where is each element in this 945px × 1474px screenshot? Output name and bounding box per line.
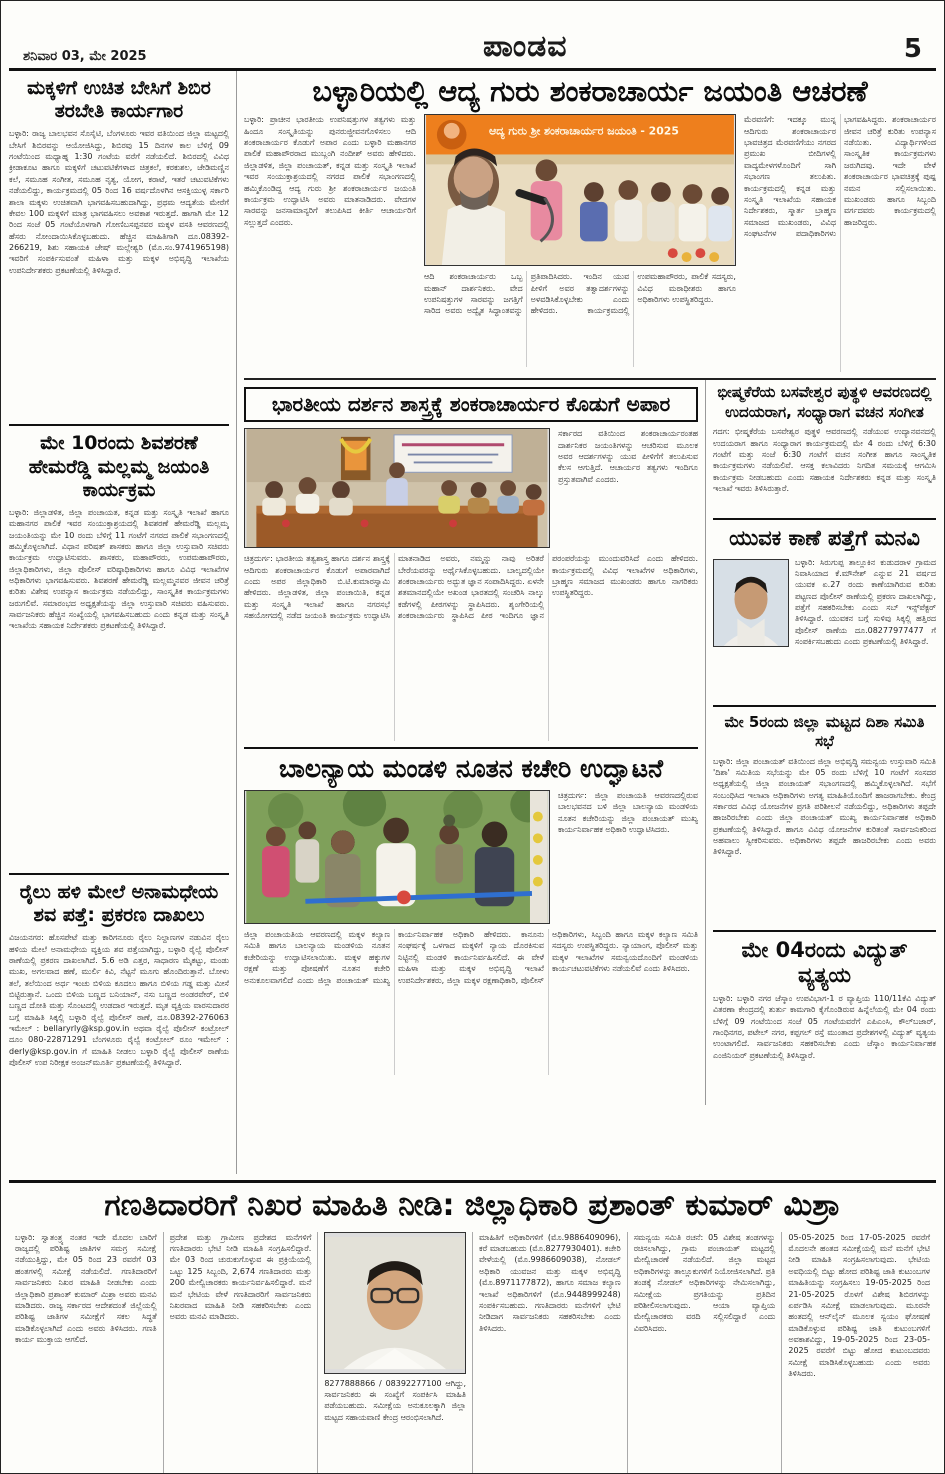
divider	[9, 424, 229, 426]
page-number: 5	[903, 34, 922, 64]
article-darshana-shastra	[244, 387, 698, 741]
article-headline: ಯುವಕ ಕಾಣೆ ಪತ್ತೆಗೆ ಮನವಿ	[729, 526, 920, 551]
event-photo-illustration	[425, 115, 735, 265]
lower-region	[244, 380, 936, 1105]
article-body: ಬಳ್ಳಾರಿ: ಬಳ್ಳಾರಿ ನಗರ ಜೆಸ್ಕಾಂ ಉಪವಿಭಾಗ-1 ರ ವ್ಯಾಪ್ತಿಯ 110/11ಕೆವಿ ವಿದ್ಯುತ್ ವಿತರಣಾ ಕೇಂದ್ರದಲ್ಲಿ ತುರ್ತು ಕಾಮಗಾರಿ ಕೈಗೊಂಡಿರುವ ಹಿನ್ನೆಲೆಯಲ್ಲಿ ಮೇ 04 ರಂದು ಬೆಳಿಗ್ಗೆ 09 ಗಂಟೆಯಿಂದ ಸಂಜೆ 05 ಗಂಟೆಯವರೆಗೆ ಎಪಿಎಂಸಿ, ಕೌಲ್‌ಬಜಾರ್, ಗಾಂಧಿನಗರ, ಪಟೇಲ್ ನಗರ, ಕಪ್ಪಗಲ್ ರಸ್ತೆ ಮುಂತಾದ ಪ್ರದೇಶಗಳಲ್ಲಿ ವಿದ್ಯುತ್ ವ್ಯತ್ಯಯ ಉಂಟಾಗಲಿದೆ. ಸಾರ್ವಜನಿಕರು ಸಹಕರಿಸಬೇಕು ಎಂದು ಜೆಸ್ಕಾಂ ಕಾರ್ಯನಿರ್ವಾಹಕ ಎಂಜಿನಿಯರ್ ಪ್ರಕಟಣೆಯಲ್ಲಿ ತಿಳಿಸಿದ್ದಾರೆ.	[713, 993, 936, 1060]
missing-person-portrait	[714, 560, 788, 646]
divider	[713, 518, 936, 520]
article-headline: ಬಾಲನ್ಯಾಯ ಮಂಡಳಿ ನೂತನ ಕಚೇರಿ ಉದ್ಘಾಟನೆ	[278, 754, 664, 784]
census-col-2: ಪ್ರದೇಶ ಮತ್ತು ಗ್ರಾಮೀಣ ಪ್ರದೇಶದ ಮನೆಗಳಿಗೆ ಗಣತಿದಾರರು ಭೇಟಿ ನೀಡಿ ಮಾಹಿತಿ ಸಂಗ್ರಹಿಸಲಿದ್ದಾರೆ. ಮೇ 03 ರಿಂದ ಚುರುಕುಗೊಳ್ಳುವ ಈ ಪ್ರಕ್ರಿಯೆಯಲ್ಲಿ ಒಟ್ಟು 125 ಸಿಬ್ಬಂದಿ, 2,674 ಗಣತಿದಾರರು ಮತ್ತು 200 ಮೇಲ್ವಿಚಾರಕರು ಕಾರ್ಯನಿರ್ವಹಿಸಲಿದ್ದಾರೆ. ಮನೆ ಮನೆ ಭೇಟಿಯ ವೇಳೆ ಗಣತಿದಾರರಿಗೆ ಸಾರ್ವಜನಿಕರು ನಿಖರವಾದ ಮಾಹಿತಿ ನೀಡಿ ಸಹಕರಿಸಬೇಕು ಎಂದು ಅವರು ಮನವಿ ಮಾಡಿದರು.	[164, 1232, 319, 1474]
boxed-headline: ಭಾರತೀಯ ದರ್ಶನ ಶಾಸ್ತ್ರಕ್ಕೆ ಶಂಕರಾಚಾರ್ಯರ ಕೊಡುಗೆ ಅಪಾರ	[244, 387, 698, 422]
article-body: ವಿಜಯನಗರ: ಹೊಸಪೇಟೆ ಮತ್ತು ಕಾರಿಗನೂರು ರೈಲು ನಿಲ್ದಾಣಗಳ ನಡುವಿನ ರೈಲು ಹಳಿಯ ಮೇಲೆ ಅನಾಮಧೇಯ ವ್ಯಕ್ತಿಯ ಶವ ಪತ್ತೆಯಾಗಿದ್ದು, ಬಳ್ಳಾರಿ ರೈಲ್ವೆ ಪೊಲೀಸ್ ಠಾಣೆಯಲ್ಲಿ ಪ್ರಕರಣ ದಾಖಲಾಗಿದೆ. 5.6 ಅಡಿ ಎತ್ತರ, ಸಾಧಾರಣ ಮೈಕಟ್ಟು, ಮಂಡು ಮುಖ, ಅಗಲವಾದ ಹಣೆ, ಮುರ್ಲಿ ಕಿವಿ, ನೆಟ್ಟನೆ ಮೂಗು ಹೊಂದಿರುತ್ತಾನೆ. ಬೋಳು ತಲೆ, ತಲೆಯಿಂದ ಅರ್ಧ ಇಂಚು ಬಿಳಿಯ ಕೂದಲು ಹಾಗೂ ಬಿಳಿಯ ಗಡ್ಡ ಮತ್ತು ಮೀಸೆ ಬಿಟ್ಟಿರುತ್ತಾನೆ. ಒಂದು ಬಿಳಿಯ ಬಣ್ಣದ ಬನಿಯಾನ್, ನಸು ಬಣ್ಣದ ಅಂಡರವೇರ್, ಬಿಳಿ ಬಣ್ಣದ ದೋತಿ ಮತ್ತು ಸೊಂಟದಲ್ಲಿ ಉಡದಾರ ಇರುತ್ತದೆ. ಮೃತ ವ್ಯಕ್ತಿಯ ವಾರಸುದಾರರ ಬಗ್ಗೆ ಮಾಹಿತಿ ಸಿಕ್ಕಲ್ಲಿ ಬಳ್ಳಾರಿ ರೈಲ್ವೆ ಪೊಲೀಸ್ ಠಾಣೆ, ದೂ.08392-276063 ಇಮೇಲ್ : bellaryrly@ksp.gov.in ಅಥವಾ ರೈಲ್ವೆ ಪೊಲೀಸ್ ಕಂಟ್ರೋಲ್ ದೂಂ 080-22871291 ಬೆಂಗಳೂರು ರೈಲ್ವೆ ಕಂಟ್ರೋಲ್ ರೂಂ ಇಮೇಲ್ : derly@ksp.gov.in ಗೆ ಮಾಹಿತಿ ನೀಡಲು ಬಳ್ಳಾರಿ ರೈಲ್ವೆ ಪೊಲೀಸ್ ಠಾಣೆಯ ಪೊಲೀಸ್ ಉಪ ನಿರೀಕ್ಷಕ ಅಂಜನ್‌ಮೂರ್ತಿ ಪ್ರಕಟಣೆಯಲ್ಲಿ ತಿಳಿಸಿದ್ದಾರೆ.	[9, 933, 229, 1068]
edition-date: ಶನಿವಾರ 03, ಮೇ 2025	[23, 49, 147, 64]
census-col-5: ಸಮನ್ವಯ ಸಮಿತಿ ರಚನೆ: 05 ವಿಶೇಷ ತಂಡಗಳನ್ನು ರಚಿಸಲಾಗಿದ್ದು, ಗ್ರಾಮ ಪಂಚಾಯತ್ ಮಟ್ಟದಲ್ಲಿ ಮೇಲ್ವಿಚಾರಣೆ ನಡೆಯಲಿದೆ. ಜಿಲ್ಲಾ ಮಟ್ಟದ ಅಧಿಕಾರಿಗಳನ್ನು ತಾಲ್ಲೂಕುಗಳಿಗೆ ನಿಯೋಜಿಸಲಾಗಿದೆ. ಪ್ರತಿ ತಂಡಕ್ಕೆ ನೋಡಲ್ ಅಧಿಕಾರಿಗಳನ್ನು ನೇಮಿಸಲಾಗಿದ್ದು, ಸಮೀಕ್ಷೆಯ ಪ್ರಗತಿಯನ್ನು ಪ್ರತಿದಿನ ಪರಿಶೀಲಿಸಲಾಗುವುದು. ಆಯಾ ವ್ಯಾಪ್ತಿಯ ಮೇಲ್ವಿಚಾರಕರು ವರದಿ ಸಲ್ಲಿಸಲಿದ್ದಾರೆ ಎಂದು ವಿವರಿಸಿದರು.	[628, 1232, 783, 1474]
article-balanyaya	[244, 755, 698, 1075]
photo-shankaracharya-event	[424, 114, 736, 266]
meeting-photo-illustration	[245, 429, 549, 547]
article-rail-body-found	[9, 881, 229, 1170]
article-summer-camp	[9, 77, 229, 418]
article-power-outage	[713, 938, 936, 1105]
divider	[713, 705, 936, 707]
page-content	[9, 71, 936, 1174]
article-shankara-jayanti	[244, 75, 936, 380]
main-headline: ಬಳ್ಳಾರಿಯಲ್ಲಿ ಆದ್ಯ ಗುರು ಶಂಕರಾಚಾರ್ಯ ಜಯಂತಿ ಆಚರಣೆ	[312, 74, 868, 108]
article-headline: ಮೇ 10ರಂದು ಶಿವಶರಣೆ ಹೇಮರೆಡ್ಡಿ ಮಲ್ಲಮ್ಮ ಜಯಂತಿ ಕಾರ್ಯಕ್ರಮ	[28, 432, 210, 501]
main-region	[237, 71, 936, 1174]
census-col-1: ಬಳ್ಳಾರಿ: ಸ್ವಾತಂತ್ರ್ಯ ನಂತರ ಇದೇ ಮೊದಲ ಬಾರಿಗೆ ರಾಜ್ಯದಲ್ಲಿ ಪರಿಶಿಷ್ಟ ಜಾತಿಗಳ ಸಮಗ್ರ ಸಮೀಕ್ಷೆ ನಡೆಯುತ್ತಿದ್ದು, ಮೇ 05 ರಿಂದ 23 ರವರೆಗೆ 03 ಹಂತಗಳಲ್ಲಿ ಸಮೀಕ್ಷೆ ನಡೆಯಲಿದೆ. ಗಣತಿದಾರರಿಗೆ ಸಾರ್ವಜನಿಕರು ನಿಖರ ಮಾಹಿತಿ ನೀಡಬೇಕು ಎಂದು ಜಿಲ್ಲಾಧಿಕಾರಿ ಪ್ರಶಾಂತ್ ಕುಮಾರ್ ಮಿಶ್ರಾ ಅವರು ಮನವಿ ಮಾಡಿದರು. ರಾಜ್ಯ ಸರ್ಕಾರದ ಆದೇಶದಂತೆ ಜಿಲ್ಲೆಯಲ್ಲಿ ಪರಿಶಿಷ್ಟ ಜಾತಿಗಳ ಸಮೀಕ್ಷೆಗೆ ಸಕಲ ಸಿದ್ಧತೆ ಮಾಡಿಕೊಳ್ಳಲಾಗಿದೆ ಎಂದು ಅವರು ತಿಳಿಸಿದರು. ಗಣತಿ ಕಾರ್ಯ ಮುಕ್ತಾಯ ಆಗಲಿದೆ.	[9, 1232, 164, 1474]
article-body: ಬಳ್ಳಾರಿ: ರಾಜ್ಯ ಬಾಲಭವನ ಸೊಸೈಟಿ, ಬೆಂಗಳೂರು ಇವರ ವತಿಯಿಂದ ಜಿಲ್ಲಾ ಮಟ್ಟದಲ್ಲಿ ಬೇಸಿಗೆ ಶಿಬಿರವನ್ನು ಆಯೋಜಿಸಿದ್ದು, ಶಿಬಿರವು 15 ದಿನಗಳ ಕಾಲ ಬೆಳಿಗ್ಗೆ 09 ಗಂಟೆಯಿಂದ ಮಧ್ಯಾಹ್ನ 1:30 ಗಂಟೆಯ ವರೆಗೆ ನಡೆಯಲಿದೆ. ಶಿಬಿರದಲ್ಲಿ ವಿವಿಧ ಕ್ರೀಡಾಕೂಟ ಹಾಗೂ ಮಕ್ಕಳಿಗೆ ಚಟುವಟಿಕೆಗಳಾದ ಚಿತ್ರಕಲೆ, ಕರಕುಶಲ, ಜೇಡಿಮಣ್ಣಿನ ಕಲೆ, ಸಮೂಹ ಸಂಗೀತ, ಸಮೂಹ ನೃತ್ಯ, ಯೋಗ, ಕರಾಟೆ, ಇತರೆ ಚಟುವಟಿಕೆಗಳು ನಡೆಯಲಿದ್ದು, ಕಾರ್ಯಕ್ರಮದಲ್ಲಿ 05 ರಿಂದ 16 ವರ್ಷದೊಳಗಿನ ಆಸಕ್ತಿಯುಳ್ಳ ಸರ್ಕಾರಿ ಶಾಲಾ ಮಕ್ಕಳು ಉಚಿತವಾಗಿ ಭಾಗವಹಿಸಬಹುದಾಗಿದ್ದು, ಪ್ರಥಮ ಆದ್ಯತೆಯ ಮೇರೆಗೆ ಕೇವಲ 100 ಮಕ್ಕಳಿಗೆ ಮಾತ್ರ ಭಾಗವಹಿಸಲು ಅವಕಾಶ ಇರುತ್ತದೆ. ಹಾಗಾಗಿ ಮೇ 12 ರಿಂದ ಸಂಜೆ 05 ಗಂಟೆಯೊಳಗಾಗಿ ಗೋಣಿಬಸಪ್ಪನವರ ಮಕ್ಕಳ ವಸತಿ ಆವರಣದಲ್ಲಿ ಹೆಸರು ನೋಂದಾಯಿಸಿಕೊಳ್ಳಬಹುದು. ಹೆಚ್ಚಿನ ಮಾಹಿತಿಗಾಗಿ ದೂ.08392-266219, ಶಿಶು ಸಹಾಯಕಿ ಜೇಷ್ ಮಲ್ಲೇಶ್ವರಿ (ಮೊ.ಸಂ.9741965198) ಇವರಿಗೆ ಸಂಪರ್ಕಿಸುವಂತೆ ಮಹಿಳಾ ಮತ್ತು ಮಕ್ಕಳ ಅಭಿವೃದ್ಧಿ ಇಲಾಖೆಯ ಉಪನಿರ್ದೇಶಕರು ಪ್ರಕಟಣೆಯಲ್ಲಿ ತಿಳಿಸಿದ್ದಾರೆ.	[9, 129, 229, 275]
article-headline: ಮೇ 5ರಂದು ಜಿಲ್ಲಾ ಮಟ್ಟದ ದಿಶಾ ಸಮಿತಿ ಸಭೆ	[724, 712, 925, 751]
article-disha-meeting	[713, 713, 936, 924]
article-side-column: ಚಿತ್ರದುರ್ಗ: ಜಿಲ್ಲಾ ಪಂಚಾಯತಿ ಆವರಣದಲ್ಲಿರುವ ಬಾಲಭವನದ ಬಳಿ ಜಿಲ್ಲಾ ಬಾಲನ್ಯಾಯ ಮಂಡಳಿಯ ನೂತನ ಕಚೇರಿಯನ್ನು ಜಿಲ್ಲಾ ಪಂಚಾಯತ್ ಮುಖ್ಯ ಕಾರ್ಯನಿರ್ವಾಹಕ ಅಧಿಕಾರಿ ಉದ್ಘಾಟಿಸಿದರು.	[558, 791, 698, 835]
article-body: 8277888866 / 08392277100 ಆಗಿದ್ದು, ಸಾರ್ವಜನಿಕರು ಈ ಸಂಖ್ಯೆಗೆ ಸಂಪರ್ಕಿಸಿ ಮಾಹಿತಿ ಪಡೆಯಬಹುದು. ಸಮೀಕ್ಷೆಯ ಅನುಕೂಲಕ್ಕಾಗಿ ಜಿಲ್ಲಾ ಮಟ್ಟದ ಸಹಾಯವಾಣಿ ಕೇಂದ್ರ ಆರಂಭಿಸಲಾಗಿದೆ.	[324, 1378, 467, 1422]
article-mallamma-jayanti	[9, 432, 229, 867]
divider	[713, 930, 936, 932]
left-column	[9, 71, 237, 1174]
middle-column	[244, 380, 706, 1105]
photo-ribbon-cutting	[244, 790, 550, 924]
census-col-6: 05-05-2025 ರಿಂದ 17-05-2025 ರವರೆಗೆ ಮೊದಲನೇ ಹಂತದ ಸಮೀಕ್ಷೆಯಲ್ಲಿ ಮನೆ ಮನೆಗೆ ಭೇಟಿ ನೀಡಿ ಮಾಹಿತಿ ಸಂಗ್ರಹಿಸಲಾಗುವುದು. ಭೇಟಿಯ ಅವಧಿಯಲ್ಲಿ ಬಿಟ್ಟು ಹೋದ ಪರಿಶಿಷ್ಟ ಜಾತಿ ಕುಟುಂಬಗಳ ಮಾಹಿತಿಯನ್ನು ಸಂಗ್ರಹಿಸಲು 19-05-2025 ರಿಂದ 21-05-2025 ರೊಳಗೆ ವಿಶೇಷ ಶಿಬಿರಗಳನ್ನು ಏರ್ಪಡಿಸಿ ಸಮೀಕ್ಷೆ ಮಾಡಲಾಗುವುದು. ಮೂರನೇ ಹಂತದಲ್ಲಿ ಆನ್‌ಲೈನ್ ಮೂಲಕ ಸ್ವಯಂ ಘೋಷಣೆ ಮಾಡಿಕೊಳ್ಳುವ ಪರಿಶಿಷ್ಟ ಜಾತಿ ಕುಟುಂಬಗಳಿಗೆ ಅವಕಾಶವಿದ್ದು, 19-05-2025 ರಿಂದ 23-05-2025 ರವರೆಗೆ ಬಿಟ್ಟು ಹೋದ ಕುಟುಂಬದವರು ಸಮೀಕ್ಷೆ ಮಾಡಿಸಿಕೊಳ್ಳಬಹುದು ಎಂದು ಅವರು ತಿಳಿಸಿದರು.	[788, 1232, 931, 1379]
article-body: ಜಿಲ್ಲಾ ಪಂಚಾಯತಿಯ ಆವರಣದಲ್ಲಿ ಮಕ್ಕಳ ಕಲ್ಯಾಣ ಸಮಿತಿ ಹಾಗೂ ಬಾಲನ್ಯಾಯ ಮಂಡಳಿಯ ನೂತನ ಕಚೇರಿಯನ್ನು ಉದ್ಘಾಟಿಸಲಾಯಿತು. ಮಕ್ಕಳ ಹಕ್ಕುಗಳ ರಕ್ಷಣೆ ಮತ್ತು ಪೋಷಣೆಗೆ ನೂತನ ಕಚೇರಿ ಅನುಕೂಲವಾಗಲಿದೆ ಎಂದು ಜಿಲ್ಲಾ ಪಂಚಾಯತ್ ಮುಖ್ಯ ಕಾರ್ಯನಿರ್ವಾಹಕ ಅಧಿಕಾರಿ ಹೇಳಿದರು. ಕಾನೂನು ಸಂಘರ್ಷಕ್ಕೆ ಒಳಗಾದ ಮಕ್ಕಳಿಗೆ ನ್ಯಾಯ ದೊರಕಿಸುವ ನಿಟ್ಟಿನಲ್ಲಿ ಮಂಡಳಿ ಕಾರ್ಯನಿರ್ವಹಿಸಲಿದೆ. ಈ ವೇಳೆ ಮಹಿಳಾ ಮತ್ತು ಮಕ್ಕಳ ಅಭಿವೃದ್ಧಿ ಇಲಾಖೆ ಉಪನಿರ್ದೇಶಕರು, ಜಿಲ್ಲಾ ಮಕ್ಕಳ ರಕ್ಷಣಾಧಿಕಾರಿ, ಪೊಲೀಸ್ ಅಧಿಕಾರಿಗಳು, ಸಿಬ್ಬಂದಿ ಹಾಗೂ ಮಕ್ಕಳ ಕಲ್ಯಾಣ ಸಮಿತಿ ಸದಸ್ಯರು ಉಪಸ್ಥಿತರಿದ್ದರು. ನ್ಯಾಯಾಂಗ, ಪೊಲೀಸ್ ಮತ್ತು ಮಕ್ಕಳ ಇಲಾಖೆಗಳ ಸಮನ್ವಯದೊಂದಿಗೆ ಮಂಡಳಿಯ ಕಾರ್ಯಚಟುವಟಿಕೆಗಳು ನಡೆಯಲಿವೆ ಎಂದು ತಿಳಿಸಿದರು.	[244, 930, 698, 985]
collector-portrait	[325, 1233, 465, 1373]
divider	[9, 873, 229, 875]
divider	[244, 747, 698, 749]
photo-missing-person	[713, 559, 789, 647]
census-columns	[9, 1232, 936, 1474]
main-article-center	[424, 114, 736, 372]
newspaper-title: ಪಾಂಡವ	[483, 29, 568, 64]
article-column-left: ಬಳ್ಳಾರಿ: ಪ್ರಾಚೀನ ಭಾರತೀಯ ಉಪನಿಷತ್ತುಗಳ ತತ್ವಗಳು ಮತ್ತು ಹಿಂದೂ ಸಂಸ್ಕೃತಿಯನ್ನು ಪುನರುಜ್ಜೀವನಗೊಳಿಸಲು ಆದಿ ಶಂಕರಾಚಾರ್ಯರ ಕೊಡುಗೆ ಅಪಾರ ಎಂದು ಬಳ್ಳಾರಿ ಮಹಾನಗರ ಪಾಲಿಕೆ ಮಹಾಪೌರರಾದ ಮುಬ್ಲಂಗಿ ನಂದೀಶ್ ಅವರು ಹೇಳಿದರು. ಜಿಲ್ಲಾಡಳಿತ, ಜಿಲ್ಲಾ ಪಂಚಾಯತ್, ಕನ್ನಡ ಮತ್ತು ಸಂಸ್ಕೃತಿ ಇಲಾಖೆ ಇವರ ಸಂಯುಕ್ತಾಶ್ರಯದಲ್ಲಿ ನಗರದ ಪಾಲಿಕೆ ಸಭಾಂಗಣದಲ್ಲಿ ಹಮ್ಮಿಕೊಂಡಿದ್ದ ಆದ್ಯ ಗುರು ಶ್ರೀ ಶಂಕರಾಚಾರ್ಯರ ಜಯಂತಿ ಕಾರ್ಯಕ್ರಮ ಉದ್ಘಾಟಿಸಿ ಅವರು ಮಾತನಾಡಿದರು. ವೇದಗಳ ಸಾರವನ್ನು ಜನಸಾಮಾನ್ಯರಿಗೆ ತಲುಪಿಸಿದ ಕೀರ್ತಿ ಆಚಾರ್ಯರಿಗೆ ಸಲ್ಲುತ್ತದೆ ಎಂದರು.	[244, 115, 416, 227]
right-column	[706, 380, 936, 1105]
photo-meeting-hall	[244, 428, 550, 548]
article-headline: ರೈಲು ಹಳಿ ಮೇಲೆ ಅನಾಮಧೇಯ ಶವ ಪತ್ತೆ: ಪ್ರಕರಣ ದಾಖಲು	[19, 880, 219, 927]
article-text-below-photo: ಆದಿ ಶಂಕರಾಚಾರ್ಯರು ಒಬ್ಬ ಮಹಾನ್ ದಾರ್ಶನಿಕರು. ವೇದ ಉಪನಿಷತ್ತುಗಳ ಸಾರವನ್ನು ಜಗತ್ತಿಗೆ ಸಾರಿದ ಅವರು ಅದ್ವೈತ ಸಿದ್ಧಾಂತವನ್ನು ಪ್ರತಿಪಾದಿಸಿದರು. ಇಂದಿನ ಯುವ ಪೀಳಿಗೆ ಅವರ ತತ್ವಾದರ್ಶಗಳನ್ನು ಅಳವಡಿಸಿಕೊಳ್ಳಬೇಕು ಎಂದು ಹೇಳಿದರು. ಕಾರ್ಯಕ್ರಮದಲ್ಲಿ ಉಪಮಹಾಪೌರರು, ಪಾಲಿಕೆ ಸದಸ್ಯರು, ವಿವಿಧ ಮಠಾಧೀಶರು ಹಾಗೂ ಅಧಿಕಾರಿಗಳು ಉಪಸ್ಥಿತರಿದ್ದರು.	[424, 272, 736, 316]
article-body: ಗದಗ: ಭೀಷ್ಮಕೆರೆಯ ಬಸವೇಶ್ವರ ಪುತ್ಥಳಿ ಆವರಣದಲ್ಲಿ ನಡೆಯುವ ಉದ್ಯಾನವನದಲ್ಲಿ ಉದಯರಾಗ ಹಾಗೂ ಸಂಧ್ಯಾರಾಗ ಕಾರ್ಯಕ್ರಮದಲ್ಲಿ ಮೇ 4 ರಂದು ಬೆಳಿಗ್ಗೆ 6:30 ಗಂಟೆಗೆ ಮತ್ತು ಸಂಜೆ 6:30 ಗಂಟೆಗೆ ವಚನ ಸಂಗೀತ ಹಾಗೂ ಸಾಂಸ್ಕೃತಿಕ ಕಾರ್ಯಕ್ರಮಗಳು ನಡೆಯಲಿವೆ. ಆಸಕ್ತ ಕಲಾವಿದರು ನಿಗದಿತ ಸಮಯಕ್ಕೆ ಆಗಮಿಸಿ ಕಾರ್ಯಕ್ರಮ ನೀಡಬಹುದು ಎಂದು ಸಹಾಯಕ ನಿರ್ದೇಶಕರು ಕನ್ನಡ ಮತ್ತು ಸಂಸ್ಕೃತಿ ಇಲಾಖೆ ಇವರು ತಿಳಿಸಿರುತ್ತಾರೆ.	[713, 427, 936, 494]
banner-text: ಆದ್ಯ ಗುರು ಶ್ರೀ ಶಂಕರಾಚಾರ್ಯರ ಜಯಂತಿ - 2025	[489, 125, 679, 139]
article-missing-youth	[713, 526, 936, 698]
article-column-right: ಮೆರವಣಿಗೆ: ಇದಕ್ಕೂ ಮುನ್ನ ಆದಿಗುರು ಶಂಕರಾಚಾರ್ಯರ ಭಾವಚಿತ್ರದ ಮೆರವಣಿಗೆಯು ನಗರದ ಪ್ರಮುಖ ಬೀದಿಗಳಲ್ಲಿ ವಾದ್ಯಮೇಳಗಳೊಂದಿಗೆ ಸಾಗಿ ಸಭಾಂಗಣ ತಲುಪಿತು. ಕಾರ್ಯಕ್ರಮದಲ್ಲಿ ಕನ್ನಡ ಮತ್ತು ಸಂಸ್ಕೃತಿ ಇಲಾಖೆಯ ಸಹಾಯಕ ನಿರ್ದೇಶಕರು, ಸ್ಮಾರ್ತ ಬ್ರಾಹ್ಮಣ ಸಮಾಜದ ಮುಖಂಡರು, ವಿವಿಧ ಸಂಘಟನೆಗಳ ಪದಾಧಿಕಾರಿಗಳು ಭಾಗವಹಿಸಿದ್ದರು. ಶಂಕರಾಚಾರ್ಯರ ಜೀವನ ಚರಿತ್ರೆ ಕುರಿತು ಉಪನ್ಯಾಸ ನಡೆಯಿತು. ವಿದ್ಯಾರ್ಥಿಗಳಿಂದ ಸಾಂಸ್ಕೃತಿಕ ಕಾರ್ಯಕ್ರಮಗಳು ಜರುಗಿದವು. ಇದೇ ವೇಳೆ ಶಂಕರಾಚಾರ್ಯರ ಭಾವಚಿತ್ರಕ್ಕೆ ಪುಷ್ಪ ನಮನ ಸಲ್ಲಿಸಲಾಯಿತು. ಮುಖಂಡರು ಹಾಗೂ ಸಿಬ್ಬಂದಿ ವರ್ಗದವರು ಕಾರ್ಯಕ್ರಮದಲ್ಲಿ ಹಾಜರಿದ್ದರು.	[744, 115, 936, 238]
photo-district-collector	[324, 1232, 466, 1374]
main-article-columns	[244, 114, 936, 372]
divider	[9, 1180, 936, 1183]
census-col-3	[318, 1232, 473, 1474]
article-body: ಚಿತ್ರದುರ್ಗ: ಭಾರತೀಯ ತತ್ವಶಾಸ್ತ್ರ ಹಾಗೂ ದರ್ಶನ ಶಾಸ್ತ್ರಕ್ಕೆ ಆದಿಗುರು ಶಂಕರಾಚಾರ್ಯರ ಕೊಡುಗೆ ಅಪಾರವಾಗಿದೆ ಎಂದು ಅಪರ ಜಿಲ್ಲಾಧಿಕಾರಿ ಬಿ.ಟಿ.ಕುಮಾರಸ್ವಾಮಿ ಹೇಳಿದರು. ಜಿಲ್ಲಾಡಳಿತ, ಜಿಲ್ಲಾ ಪಂಚಾಯಿತಿ, ಕನ್ನಡ ಮತ್ತು ಸಂಸ್ಕೃತಿ ಇಲಾಖೆ ಹಾಗೂ ನಗರಸಭೆ ಸಹಯೋಗದಲ್ಲಿ ನಡೆದ ಜಯಂತಿ ಕಾರ್ಯಕ್ರಮ ಉದ್ಘಾಟಿಸಿ ಮಾತನಾಡಿದ ಅವರು, ನಮ್ಮನ್ನು ನಾವು ಅರಿತರೆ ಬೇರೆಯವರನ್ನು ಅರ್ಥೈಸಿಕೊಳ್ಳಬಹುದು. ಬಾಲ್ಯದಲ್ಲಿಯೇ ಶಂಕರಾಚಾರ್ಯರು ಅದ್ಭುತ ಜ್ಞಾನ ಸಂಪಾದಿಸಿದ್ದರು. ಏಳನೇ ಶತಮಾನದಲ್ಲಿಯೇ ಅಖಂಡ ಭಾರತದಲ್ಲಿ ಸಂಚರಿಸಿ ನಾಲ್ಕು ಕಡೆಗಳಲ್ಲಿ ಪೀಠಗಳನ್ನು ಸ್ಥಾಪಿಸಿದರು. ಶೃಂಗೇರಿಯಲ್ಲಿ ಶಂಕರಾಚಾರ್ಯರು ಸ್ಥಾಪಿಸಿದ ಪೀಠ ಇಂದಿಗೂ ಜ್ಞಾನ ಪರಂಪರೆಯನ್ನು ಮುಂದುವರಿಸಿದೆ ಎಂದು ಹೇಳಿದರು. ಕಾರ್ಯಕ್ರಮದಲ್ಲಿ ವಿವಿಧ ಇಲಾಖೆಗಳ ಅಧಿಕಾರಿಗಳು, ಬ್ರಾಹ್ಮಣ ಸಮಾಜದ ಮುಖಂಡರು ಹಾಗೂ ನಾಗರಿಕರು ಉಪಸ್ಥಿತರಿದ್ದರು.	[244, 554, 698, 621]
standing-speaker	[386, 463, 408, 512]
article-body: ಬಳ್ಳಾರಿ: ಜಿಲ್ಲಾಡಳಿತ, ಜಿಲ್ಲಾ ಪಂಚಾಯತ, ಕನ್ನಡ ಮತ್ತು ಸಂಸ್ಕೃತಿ ಇಲಾಖೆ ಹಾಗೂ ಮಹಾನಗರ ಪಾಲಿಕೆ ಇವರ ಸಂಯುಕ್ತಾಶ್ರಯದಲ್ಲಿ ಶಿವಶರಣೆ ಹೇಮರೆಡ್ಡಿ ಮಲ್ಲಮ್ಮ ಜಯಂತಿಯನ್ನು ಮೇ 10 ರಂದು ಬೆಳಿಗ್ಗೆ 11 ಗಂಟೆಗೆ ನಗರದ ಪಾಲಿಕೆ ಸಭಾಂಗಣದಲ್ಲಿ ಹಮ್ಮಿಕೊಳ್ಳಲಾಗಿದೆ. ವಿಧಾನ ಪರಿಷತ್ ಶಾಸಕರು ಹಾಗೂ ಜಿಲ್ಲಾ ಉಸ್ತುವಾರಿ ಸಚಿವರು ಕಾರ್ಯಕ್ರಮ ಉದ್ಘಾಟಿಸುವರು. ಶಾಸಕರು, ಮಹಾಪೌರರು, ಉಪಮಹಾಪೌರರು, ಜಿಲ್ಲಾಧಿಕಾರಿಗಳು, ಜಿಲ್ಲಾ ಪೊಲೀಸ್ ವರಿಷ್ಠಾಧಿಕಾರಿಗಳು ಹಾಗೂ ವಿವಿಧ ಇಲಾಖೆಗಳ ಅಧಿಕಾರಿಗಳು ಭಾಗವಹಿಸುವರು. ಶಿವಶರಣೆ ಹೇಮರೆಡ್ಡಿ ಮಲ್ಲಮ್ಮನವರ ಜೀವನ ಚರಿತ್ರೆ ಕುರಿತು ವಿಶೇಷ ಉಪನ್ಯಾಸ ಕಾರ್ಯಕ್ರಮ ನಡೆಯಲಿದ್ದು, ಸಾಂಸ್ಕೃತಿಕ ಕಾರ್ಯಕ್ರಮಗಳು ಜರುಗಲಿವೆ. ಸಮಾರಂಭದ ಅಧ್ಯಕ್ಷತೆಯನ್ನು ಜಿಲ್ಲಾ ಉಸ್ತುವಾರಿ ಸಚಿವರು ವಹಿಸುವರು. ಸಾರ್ವಜನಿಕರು ಹೆಚ್ಚಿನ ಸಂಖ್ಯೆಯಲ್ಲಿ ಭಾಗವಹಿಸಬಹುದು ಎಂದು ಕನ್ನಡ ಮತ್ತು ಸಂಸ್ಕೃತಿ ಇಲಾಖೆಯ ಸಹಾಯಕ ನಿರ್ದೇಶಕರು ಪ್ರಕಟಣೆಯಲ್ಲಿ ತಿಳಿಸಿದ್ದಾರೆ.	[9, 507, 229, 631]
article-headline: ಮೇ 04ರಂದು ವಿದ್ಯುತ್ ವ್ಯತ್ಯಯ	[741, 937, 908, 987]
article-body: ಬಳ್ಳಾರಿ: ಸಿರುಗುಪ್ಪ ತಾಲ್ಲೂಕಿನ ಕುಡುದರಾಳ ಗ್ರಾಮದ ನಿವಾಸಿಯಾದ ಕೆ.ಮೌನೇಶ್ ಎನ್ನುವ 21 ವರ್ಷದ ಯುವಕ ಏ.27 ರಂದು ಕಾಣೆಯಾಗಿರುವ ಕುರಿತು ಪಟ್ಟಣದ ಪೊಲೀಸ್ ಠಾಣೆಯಲ್ಲಿ ಪ್ರಕರಣ ದಾಖಲಾಗಿದ್ದು, ಪತ್ತೆಗೆ ಸಹಕರಿಸಬೇಕು ಎಂದು ಸಬ್ ಇನ್ಸ್‌ಪೆಕ್ಟರ್ ತಿಳಿಸಿದ್ದಾರೆ. ಯುವಕನ ಬಗ್ಗೆ ಸುಳಿವು ಸಿಕ್ಕಲ್ಲಿ ಹತ್ತಿರದ ಪೊಲೀಸ್ ಠಾಣೆಯ ದೂ.08277977477 ಗೆ ಸಂಪರ್ಕಿಸಬಹುದು ಎಂದು ಪ್ರಕಟಣೆಯಲ್ಲಿ ತಿಳಿಸಿದ್ದಾರೆ.	[795, 557, 936, 647]
article-census	[9, 1189, 936, 1474]
ribbon-cutting-illustration	[245, 791, 549, 923]
masthead	[9, 7, 936, 71]
article-vachana-sangeetha	[713, 383, 936, 512]
article-side-column: ಸರ್ಕಾರದ ವತಿಯಿಂದ ಶಂಕರಾಚಾರ್ಯರಂತಹ ದಾರ್ಶನಿಕರ ಜಯಂತಿಗಳನ್ನು ಆಚರಿಸುವ ಮೂಲಕ ಅವರ ಆದರ್ಶಗಳನ್ನು ಯುವ ಪೀಳಿಗೆಗೆ ತಲುಪಿಸುವ ಕೆಲಸ ಆಗುತ್ತಿದೆ. ಆಚಾರ್ಯರ ತತ್ವಗಳು ಇಂದಿಗೂ ಪ್ರಸ್ತುತವಾಗಿವೆ ಎಂದರು.	[558, 429, 698, 484]
article-body: ಬಳ್ಳಾರಿ: ಜಿಲ್ಲಾ ಪಂಚಾಯತ್ ವತಿಯಿಂದ ಜಿಲ್ಲಾ ಅಭಿವೃದ್ಧಿ ಸಮನ್ವಯ ಉಸ್ತುವಾರಿ ಸಮಿತಿ 'ದಿಶಾ' ಸಮಿತಿಯ ಸಭೆಯನ್ನು ಮೇ 05 ರಂದು ಬೆಳಿಗ್ಗೆ 10 ಗಂಟೆಗೆ ಸಂಸದರ ಅಧ್ಯಕ್ಷತೆಯಲ್ಲಿ ಜಿಲ್ಲಾ ಪಂಚಾಯತ್ ಸಭಾಂಗಣದಲ್ಲಿ ಹಮ್ಮಿಕೊಳ್ಳಲಾಗಿದೆ. ಸಭೆಗೆ ಸಂಬಂಧಿಸಿದ ಇಲಾಖಾ ಅಧಿಕಾರಿಗಳು ಅಗತ್ಯ ಮಾಹಿತಿಯೊಂದಿಗೆ ಹಾಜರಾಗಬೇಕು. ಕೇಂದ್ರ ಸರ್ಕಾರದ ವಿವಿಧ ಯೋಜನೆಗಳ ಪ್ರಗತಿ ಪರಿಶೀಲನೆ ನಡೆಯಲಿದ್ದು, ಅಧಿಕಾರಿಗಳು ತಪ್ಪದೇ ಹಾಜರಿರಬೇಕು ಎಂದು ಜಿಲ್ಲಾ ಪಂಚಾಯತ್ ಮುಖ್ಯ ಕಾರ್ಯನಿರ್ವಾಹಕ ಅಧಿಕಾರಿ ಪ್ರಕಟಣೆಯಲ್ಲಿ ತಿಳಿಸಿದ್ದಾರೆ. ಹಾಗೂ ವಿವಿಧ ಯೋಜನೆಗಳ ಕುರಿತಂತೆ ಸಾರ್ವಜನಿಕರಿಂದ ಅಹವಾಲು ಸ್ವೀಕರಿಸುವರು. ಅಧಿಕಾರಿಗಳು ತಪ್ಪದೇ ಹಾಜರಿರಬೇಕು ಎಂದು ಅವರು ತಿಳಿಸಿದ್ದಾರೆ.	[713, 756, 936, 857]
banner-headline: ಗಣತಿದಾರರಿಗೆ ನಿಖರ ಮಾಹಿತಿ ನೀಡಿ: ಜಿಲ್ಲಾಧಿಕಾರಿ ಪ್ರಶಾಂತ್ ಕುಮಾರ್ ಮಿಶ್ರಾ	[104, 1188, 841, 1224]
article-headline: ಮಕ್ಕಳಿಗೆ ಉಚಿತ ಬೇಸಿಗೆ ಶಿಬಿರ ತರಬೇತಿ ಕಾರ್ಯಗಾರ	[27, 77, 211, 123]
article-headline: ಭೀಷ್ಮಕೆರೆಯ ಬಸವೇಶ್ವರ ಪುತ್ಥಳಿ ಆವರಣದಲ್ಲಿ ಉದಯರಾಗ, ಸಂಧ್ಯಾರಾಗ ವಚನ ಸಂಗೀತ	[717, 383, 932, 421]
census-col-4: ಮಾಹಿತಿಗೆ ಅಧಿಕಾರಿಗಳಿಗೆ (ಮೊ.9886409096), ಕರೆ ಮಾಡಬಹುದು (ಮೊ.8277930401). ಕಚೇರಿ ವೇಳೆಯಲ್ಲಿ (ಮೊ.9986609038), ನೋಡಲ್ ಅಧಿಕಾರಿ ಯುವಜನ ಮತ್ತು ಮಕ್ಕಳ ಅಭಿವೃದ್ಧಿ (ಮೊ.8971177872), ಹಾಗೂ ಸಮಾಜ ಕಲ್ಯಾಣ ಇಲಾಖೆ ಅಧಿಕಾರಿಗಳಿಗೆ (ಮೊ.9448999248) ಸಂಪರ್ಕಿಸಬಹುದು. ಗಣತಿದಾರರು ಮನೆಗಳಿಗೆ ಭೇಟಿ ನೀಡಿದಾಗ ಸಾರ್ವಜನಿಕರು ಸಹಕರಿಸಬೇಕು ಎಂದು ತಿಳಿಸಿದರು.	[473, 1232, 628, 1474]
